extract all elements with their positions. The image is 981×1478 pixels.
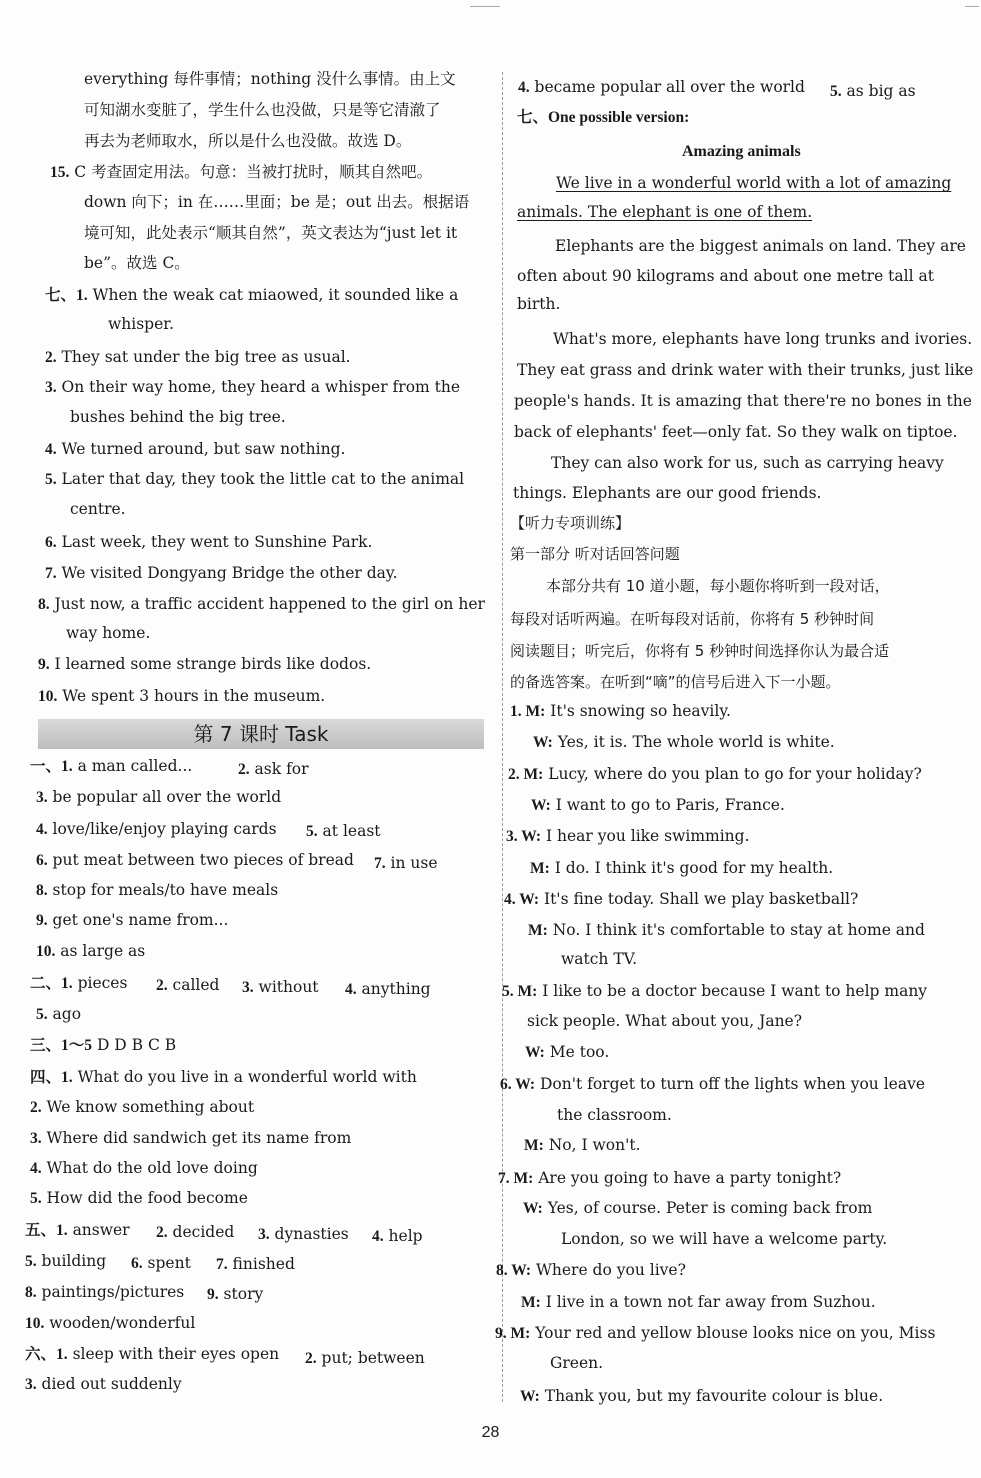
- right-lines-line: [527, 1010, 802, 1032]
- left-lines-line: [70, 406, 286, 428]
- line-text: whisper.: [108, 315, 174, 333]
- item-number: 6.: [36, 852, 48, 869]
- right-lines-line: [550, 1352, 603, 1374]
- item-number: 2.: [45, 349, 57, 366]
- line-text: sick people. What about you, Jane?: [527, 1012, 803, 1030]
- item-number: 5. M:: [502, 983, 538, 1000]
- left-extra-line: [372, 1225, 423, 1248]
- line-text: On their way home, they heard a whisper from the: [56, 378, 461, 396]
- line-text: help: [383, 1227, 423, 1245]
- left-lines-line: [25, 1343, 279, 1366]
- left-lines-line: [30, 755, 192, 778]
- line-text: way home.: [66, 624, 151, 642]
- item-number: 5.: [830, 83, 842, 100]
- line-text: We know something about: [41, 1098, 255, 1116]
- left-lines-line: [38, 593, 485, 616]
- item-number: 3.: [30, 1130, 42, 1147]
- line-text: called: [167, 976, 220, 994]
- right-lines-line: [521, 1291, 876, 1314]
- line-text: the classroom.: [557, 1106, 672, 1124]
- item-number: 2.: [30, 1099, 42, 1116]
- item-number: 10.: [36, 943, 56, 960]
- line-text: as large as: [55, 942, 146, 960]
- line-text: centre.: [70, 500, 126, 518]
- left-lines-line: [30, 1096, 254, 1119]
- line-text: finished: [227, 1255, 295, 1273]
- item-number: 4.: [518, 79, 530, 96]
- left-lines-line: [25, 1250, 106, 1273]
- line-text: Are you going to have a party tonight?: [533, 1169, 842, 1187]
- right-lines-line: [556, 172, 951, 194]
- right-lines-line: [518, 76, 805, 99]
- right-lines-line: [517, 106, 689, 129]
- item-number: 8.: [38, 596, 50, 613]
- item-number: 8.: [36, 882, 48, 899]
- item-number: 4.: [30, 1160, 42, 1177]
- item-number: 4.: [372, 1228, 384, 1245]
- right-lines-line: [510, 608, 874, 630]
- line-text: Later that day, they took the little cat to the animal: [56, 470, 465, 488]
- right-lines-line: [504, 888, 858, 911]
- line-text: Last week, they went to Sunshine Park.: [56, 533, 373, 551]
- left-extra-line: [374, 852, 438, 875]
- left-lines-line: [25, 1373, 182, 1396]
- right-lines-line: [557, 1104, 672, 1126]
- line-text: get one's name from...: [47, 911, 229, 929]
- line-text: everything 每件事情；nothing 没什么事情。由上文: [84, 70, 456, 88]
- line-text: decided: [167, 1223, 235, 1241]
- line-text: No. I think it's comfortable to stay at home and: [547, 921, 925, 939]
- line-text: When the weak cat miaowed, it sounded like a: [87, 286, 459, 304]
- right-extra-line: [830, 80, 916, 103]
- item-number: 六、1.: [25, 1346, 68, 1363]
- line-text: D D B C B: [92, 1036, 177, 1054]
- item-number: 2.: [238, 761, 250, 778]
- line-text: answer: [67, 1221, 130, 1239]
- line-text: paintings/pictures: [36, 1283, 185, 1301]
- item-number: 2.: [156, 977, 168, 994]
- item-number: 七、1.: [45, 287, 88, 304]
- item-number: W:: [533, 734, 553, 751]
- line-text: ago: [47, 1005, 82, 1023]
- line-text: What's more, elephants have long trunks and ivories.: [553, 330, 973, 348]
- item-number: 2. M:: [508, 766, 544, 783]
- line-text: They can also work for us, such as carrying heavy: [551, 454, 944, 472]
- page-number: 28: [481, 1424, 500, 1441]
- left-lines-line: [30, 1127, 351, 1150]
- left-lines-line: [38, 653, 371, 676]
- item-number: 3.: [36, 789, 48, 806]
- item-number: 5.: [45, 471, 57, 488]
- item-number: 6.: [45, 534, 57, 551]
- right-lines-line: [508, 763, 922, 786]
- left-extra-line: [258, 1223, 349, 1246]
- right-lines-line: [553, 328, 972, 350]
- item-number: W:: [523, 1200, 543, 1217]
- left-lines-line: [84, 68, 456, 90]
- line-text: I want to go to Paris, France.: [550, 796, 785, 814]
- line-text: 可知湖水变脏了，学生什么也没做，只是等它清澈了: [84, 101, 441, 119]
- line-text: Your red and yellow blouse looks nice on you, Miss: [530, 1324, 936, 1342]
- item-number: 7.: [374, 855, 386, 872]
- left-extra-line: [305, 1347, 425, 1370]
- item-number: 6. W:: [500, 1076, 536, 1093]
- line-text: Me too.: [544, 1043, 610, 1061]
- line-text: 境可知，此处表示“顺其自然”，英文表达为“just let it: [84, 224, 458, 242]
- line-text: love/like/enjoy playing cards: [47, 820, 277, 838]
- line-text: put; between: [316, 1349, 425, 1367]
- item-number: 3.: [45, 379, 57, 396]
- right-lines-line: [510, 640, 889, 662]
- item-number: 4.: [345, 981, 357, 998]
- right-lines-line: [528, 919, 925, 942]
- item-number: 6.: [131, 1255, 143, 1272]
- right-lines-line: [514, 421, 958, 443]
- left-lines-line: [25, 1219, 130, 1242]
- right-lines-line: [510, 671, 841, 693]
- item-number: 10.: [25, 1315, 45, 1332]
- item-number: W:: [520, 1388, 540, 1405]
- line-text: Thank you, but my favourite colour is blue.: [539, 1387, 884, 1405]
- line-text: as big as: [841, 82, 916, 100]
- line-text: 【听力专项训练】: [510, 514, 631, 532]
- item-number: 3.: [25, 1376, 37, 1393]
- line-text: in use: [385, 854, 438, 872]
- line-text: It's fine today. Shall we play basketball?: [539, 890, 859, 908]
- right-lines-line: [506, 825, 750, 848]
- line-text: died out suddenly: [36, 1375, 182, 1393]
- left-extra-line: [345, 978, 431, 1001]
- right-lines-line: [510, 543, 680, 565]
- right-lines-line: [561, 948, 637, 970]
- item-number: 四、1.: [30, 1069, 73, 1086]
- left-lines-line: [30, 1187, 248, 1210]
- line-text: 再去为老师取水，所以是什么也没做。故选 D。: [84, 132, 412, 150]
- left-lines-line: [66, 622, 150, 644]
- line-text: Yes, it is. The whole world is white.: [552, 733, 835, 751]
- line-text: ask for: [249, 760, 309, 778]
- right-lines-line: [546, 575, 890, 597]
- right-lines-line: [510, 512, 630, 534]
- line-text: often about 90 kilograms and about one metre tall at: [517, 267, 934, 285]
- line-text: It's snowing so heavily.: [545, 702, 731, 720]
- line-text: Lucy, where do you plan to go for your holiday?: [543, 765, 922, 783]
- line-text: spent: [142, 1254, 191, 1272]
- left-lines-line: [30, 1066, 417, 1089]
- line-text: became popular all over the world: [529, 78, 805, 96]
- left-lines-line: [36, 786, 281, 809]
- top-scan-mark: [470, 6, 500, 7]
- right-lines-line: [513, 482, 821, 504]
- line-text: Don't forget to turn off the lights when you leave: [535, 1075, 926, 1093]
- left-lines-line: [84, 252, 190, 274]
- line-text: I hear you like swimming.: [541, 827, 750, 845]
- line-text: Yes, of course. Peter is coming back from: [542, 1199, 873, 1217]
- right-lines-line: [495, 1322, 935, 1345]
- line-text: things. Elephants are our good friends.: [513, 484, 822, 502]
- line-text: Where do you live?: [531, 1261, 686, 1279]
- line-text: bushes behind the big tree.: [70, 408, 286, 426]
- line-text: pieces: [72, 974, 128, 992]
- line-text: dynasties: [269, 1225, 349, 1243]
- column-divider: [502, 72, 503, 1402]
- line-text: 每段对话听两遍。在听每段对话前，你将有 5 秒钟时间: [510, 610, 875, 628]
- item-number: 5.: [25, 1253, 37, 1270]
- line-text: Elephants are the biggest animals on land. They are: [555, 237, 966, 255]
- item-number: 2.: [156, 1224, 168, 1241]
- item-number: 5.: [36, 1006, 48, 1023]
- line-text: What do you live in a wonderful world with: [72, 1068, 417, 1086]
- left-extra-line: [242, 976, 319, 999]
- line-text: anything: [356, 980, 431, 998]
- item-number: 10.: [38, 688, 58, 705]
- left-lines-line: [45, 468, 464, 491]
- item-number: 9.: [38, 656, 50, 673]
- left-lines-line: [50, 161, 432, 184]
- left-lines-line: [25, 1281, 184, 1304]
- right-lines-line: [551, 452, 944, 474]
- right-lines-line: [500, 1073, 925, 1096]
- right-lines-line: [523, 1197, 872, 1220]
- line-text: 的备选答案。在听到“嘀”的信号后进入下一小题。: [510, 673, 841, 691]
- line-text: We turned around, but saw nothing.: [56, 440, 346, 458]
- line-text: 本部分共有 10 道小题，每小题你将听到一段对话，: [546, 577, 890, 595]
- item-number: 2.: [305, 1350, 317, 1367]
- left-lines-line: [108, 313, 174, 335]
- item-number: 3. W:: [506, 828, 542, 845]
- line-text: a man called...: [72, 757, 193, 775]
- left-lines-line: [84, 99, 441, 121]
- left-lines-line: [45, 346, 351, 369]
- lesson-banner: 第 7 课时 Task: [38, 719, 484, 749]
- line-text: I live in a town not far away from Suzhou.: [540, 1293, 876, 1311]
- line-text: 阅读题目；听完后，你将有 5 秒钟时间选择你认为最合适: [510, 642, 890, 660]
- line-text: They sat under the big tree as usual.: [56, 348, 351, 366]
- item-number: 5.: [306, 823, 318, 840]
- item-number: 9.: [207, 1286, 219, 1303]
- line-text: C 考查固定用法。句意：当被打扰时，顺其自然吧。: [69, 163, 433, 181]
- left-lines-line: [45, 531, 372, 554]
- line-text: building: [36, 1252, 107, 1270]
- left-lines-line: [84, 191, 469, 213]
- line-text: Just now, a traffic accident happened to the girl on her: [49, 595, 485, 613]
- right-lines-line: [531, 794, 785, 817]
- left-lines-line: [45, 438, 345, 461]
- line-text: be popular all over the world: [47, 788, 282, 806]
- line-text: I do. I think it's good for my health.: [549, 859, 834, 877]
- line-text: without: [253, 978, 319, 996]
- item-number: 五、1.: [25, 1222, 68, 1239]
- left-lines-line: [36, 940, 145, 963]
- line-text: down 向下；in 在……里面；be 是；out 出去。根据语: [84, 193, 470, 211]
- line-text: watch TV.: [561, 950, 638, 968]
- item-number: 二、1.: [30, 975, 73, 992]
- right-lines-line: [517, 293, 560, 315]
- line-text: How did the food become: [41, 1189, 248, 1207]
- top-scan-mark-right: [965, 6, 979, 7]
- right-lines-line: [525, 1041, 609, 1064]
- item-number: M:: [521, 1294, 541, 1311]
- item-number: 4.: [36, 821, 48, 838]
- left-lines-line: [36, 818, 277, 841]
- left-lines-line: [25, 1312, 195, 1335]
- right-lines-line: [502, 980, 927, 1003]
- item-number: 七、One possible version:: [517, 109, 690, 126]
- item-number: 8. W:: [496, 1262, 532, 1279]
- item-number: W:: [531, 797, 551, 814]
- line-text: We visited Dongyang Bridge the other day.: [56, 564, 398, 582]
- item-number: 7. M:: [498, 1170, 534, 1187]
- line-text: people's hands. It is amazing that there're no bones in the: [514, 392, 972, 410]
- line-text: They eat grass and drink water with their trunks, just like: [517, 361, 974, 379]
- right-lines-line: [496, 1259, 686, 1282]
- right-lines-line: [498, 1167, 841, 1190]
- essay-title: Amazing animals: [682, 143, 801, 160]
- right-lines-line: [555, 235, 966, 257]
- right-lines-line: [524, 1134, 641, 1157]
- item-number: M:: [524, 1137, 544, 1154]
- right-lines-line: [517, 265, 934, 287]
- line-text: I learned some strange birds like dodos.: [49, 655, 372, 673]
- line-text: put meat between two pieces of bread: [47, 851, 354, 869]
- item-number: 3.: [258, 1226, 270, 1243]
- right-lines-line: [510, 700, 731, 723]
- item-number: 7.: [216, 1256, 228, 1273]
- line-text: sleep with their eyes open: [67, 1345, 280, 1363]
- left-extra-line: [238, 758, 309, 781]
- line-text: animals. The elephant is one of them.: [517, 203, 813, 221]
- left-extra-line: [216, 1253, 295, 1276]
- right-lines-line: [514, 390, 972, 412]
- left-lines-line: [84, 222, 457, 244]
- line-text: 第一部分 听对话回答问题: [510, 545, 680, 563]
- item-number: M:: [528, 922, 548, 939]
- left-lines-line: [36, 1003, 81, 1026]
- right-lines-line: [561, 1228, 887, 1250]
- left-lines-line: [36, 849, 354, 872]
- item-number: 5.: [30, 1190, 42, 1207]
- line-text: birth.: [517, 295, 561, 313]
- item-number: 4.: [45, 441, 57, 458]
- item-number: M:: [530, 860, 550, 877]
- right-lines-line: [530, 857, 833, 880]
- item-number: W:: [525, 1044, 545, 1061]
- left-lines-line: [36, 879, 278, 902]
- item-number: 9. M:: [495, 1325, 531, 1342]
- left-lines-line: [30, 1034, 176, 1057]
- line-text: What do the old love doing: [41, 1159, 258, 1177]
- line-text: back of elephants' feet—only fat. So they walk on tiptoe.: [514, 423, 958, 441]
- left-lines-line: [30, 972, 127, 995]
- line-text: be”。故选 C。: [84, 254, 190, 272]
- left-lines-line: [45, 284, 458, 307]
- line-text: No, I won't.: [543, 1136, 641, 1154]
- line-text: at least: [317, 822, 381, 840]
- right-lines-line: [517, 201, 812, 223]
- item-number: 一、1.: [30, 758, 73, 775]
- left-lines-line: [84, 130, 411, 152]
- line-text: Where did sandwich get its name from: [41, 1129, 352, 1147]
- item-number: 15.: [50, 164, 70, 181]
- line-text: We spent 3 hours in the museum.: [57, 687, 326, 705]
- left-extra-line: [207, 1283, 263, 1306]
- line-text: London, so we will have a welcome party.: [561, 1230, 888, 1248]
- right-lines-line: [517, 359, 973, 381]
- item-number: 1. M:: [510, 703, 546, 720]
- line-text: I like to be a doctor because I want to help many: [537, 982, 928, 1000]
- left-lines-line: [38, 685, 325, 708]
- right-lines-line: [520, 1385, 883, 1408]
- left-lines-line: [45, 562, 398, 585]
- item-number: 三、1～5: [30, 1037, 93, 1054]
- item-number: 4. W:: [504, 891, 540, 908]
- right-lines-line: [533, 731, 835, 754]
- line-text: wooden/wonderful: [44, 1314, 196, 1332]
- item-number: 8.: [25, 1284, 37, 1301]
- left-lines-line: [45, 376, 460, 399]
- line-text: We live in a wonderful world with a lot of amazing: [556, 174, 952, 192]
- left-lines-line: [30, 1157, 258, 1180]
- left-extra-line: [306, 820, 381, 843]
- item-number: 9.: [36, 912, 48, 929]
- item-number: 7.: [45, 565, 57, 582]
- left-extra-line: [131, 1252, 191, 1275]
- left-extra-line: [156, 1221, 234, 1244]
- line-text: stop for meals/to have meals: [47, 881, 279, 899]
- line-text: story: [218, 1285, 264, 1303]
- item-number: 3.: [242, 979, 254, 996]
- left-extra-line: [156, 974, 219, 997]
- left-lines-line: [70, 498, 126, 520]
- left-lines-line: [36, 909, 228, 932]
- line-text: Green.: [550, 1354, 604, 1372]
